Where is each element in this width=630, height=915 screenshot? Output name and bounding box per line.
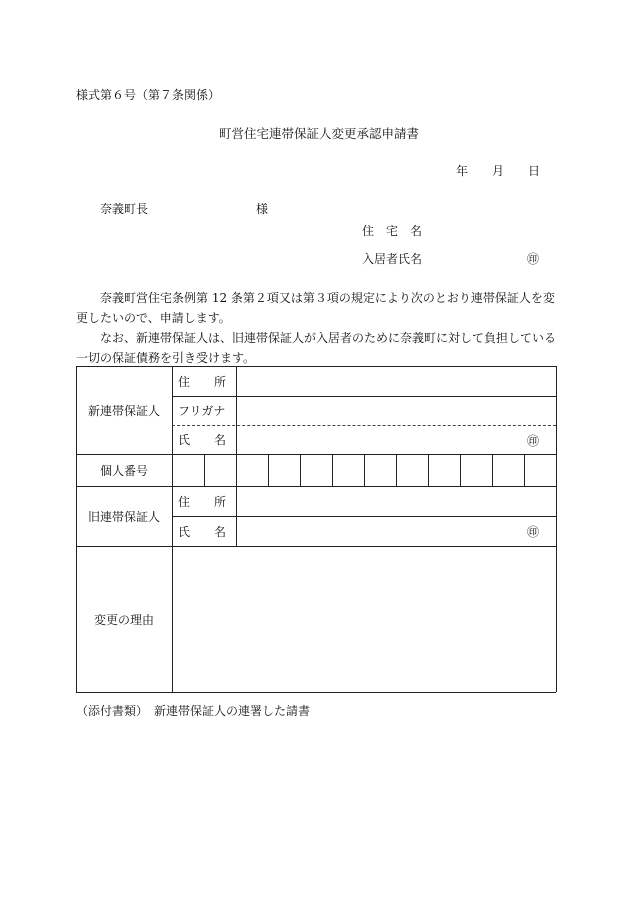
new-guarantor-name-field[interactable] <box>237 426 555 453</box>
reason-field[interactable] <box>173 547 555 691</box>
new-guarantor-address-field[interactable] <box>237 367 555 395</box>
applicant-name-label: 入居者氏名 <box>362 252 423 266</box>
date-month: 月 <box>492 164 505 178</box>
personal-number-field[interactable] <box>173 455 555 485</box>
personal-number-label: 個人番号 <box>99 463 148 478</box>
addressee-name: 奈義町長 <box>100 202 149 216</box>
body-paragraph-2: なお、新連帯保証人は、旧連帯保証人が入居者のために奈義町に対して負担している一切の保証債務を引き受けます。 <box>76 331 557 365</box>
new-guarantor-seal-icon: ㊞ <box>527 434 540 448</box>
new-guarantor-label: 新連帯保証人 <box>87 403 160 418</box>
new-guarantor-name-label: 氏 名 <box>178 433 227 447</box>
old-guarantor-label: 旧連帯保証人 <box>87 509 160 524</box>
new-guarantor-address-label: 住 所 <box>178 374 227 389</box>
date-day: 日 <box>528 164 541 178</box>
old-guarantor-seal-icon: ㊞ <box>527 525 540 539</box>
old-guarantor-name-field[interactable] <box>237 517 555 545</box>
attachment-text: 新連帯保証人の連署した請書 <box>154 704 311 718</box>
applicant-seal-icon: ㊞ <box>527 252 540 266</box>
old-guarantor-address-label: 住 所 <box>178 494 227 509</box>
page-title: 町営住宅連帯保証人変更承認申請書 <box>219 126 420 141</box>
addressee-honorific: 様 <box>256 202 269 216</box>
body-paragraph-1: 奈義町営住宅条例第 12 条第２項又は第３項の規定により次のとおり連帯保証人を変更したいので、申請します。 <box>76 291 555 325</box>
attachment-note <box>76 702 310 719</box>
new-guarantor-furigana-label: フリガナ <box>178 404 226 418</box>
applicant-address-label: 住 宅 名 <box>362 224 423 238</box>
old-guarantor-name-label: 氏 名 <box>178 524 227 539</box>
new-guarantor-furigana-field[interactable] <box>237 397 555 424</box>
date-year: 年 <box>456 164 469 178</box>
form-number: 様式第６号（第７条関係） <box>76 88 221 102</box>
attachment-label: （添付書類） <box>76 704 149 718</box>
reason-label: 変更の理由 <box>93 612 154 627</box>
old-guarantor-address-field[interactable] <box>237 487 555 515</box>
